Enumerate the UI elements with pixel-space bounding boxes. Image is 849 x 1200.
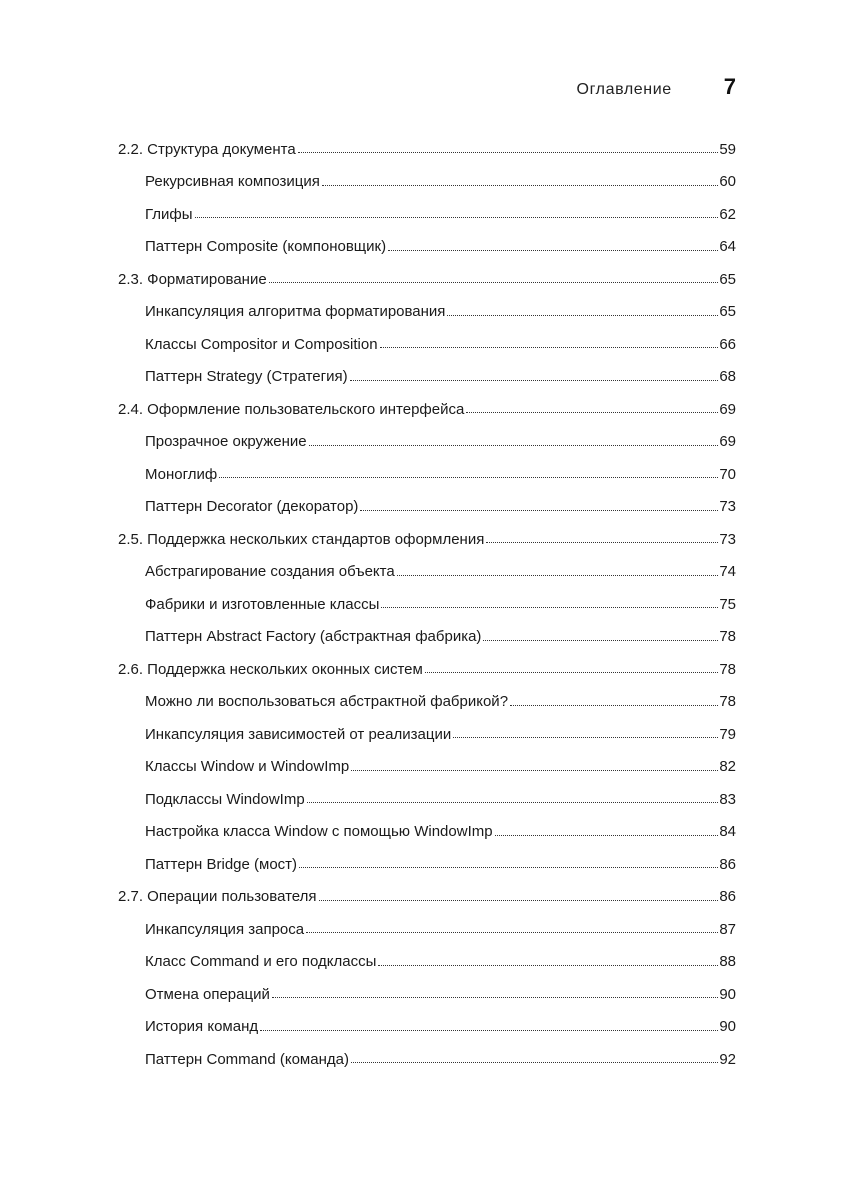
toc-dot-leader xyxy=(306,932,718,933)
toc-dot-leader xyxy=(378,965,718,966)
toc-entry-page: 78 xyxy=(719,660,736,678)
toc-entry-page: 78 xyxy=(719,693,736,711)
toc-dot-leader xyxy=(350,380,719,381)
toc-section-entry[interactable] xyxy=(118,881,736,914)
toc-entry-page: 75 xyxy=(719,595,736,613)
toc-entry-page: 73 xyxy=(719,530,736,548)
toc-entry-title: Паттерн Decorator (декоратор) xyxy=(145,498,359,516)
toc-entry-page: 70 xyxy=(719,465,736,483)
toc-entry-title: Настройка класса Window с помощью WindowImp xyxy=(145,823,493,841)
toc-dot-leader xyxy=(360,510,718,511)
toc-entry-title: Класс Command и его подклассы xyxy=(145,953,377,971)
toc-subsection-entry[interactable] xyxy=(118,946,736,979)
toc-subsection-entry[interactable] xyxy=(118,296,736,329)
toc-entry-title: 2.7. Операции пользователя xyxy=(118,888,317,906)
toc-subsection-entry[interactable] xyxy=(118,426,736,459)
toc-dot-leader xyxy=(260,1030,718,1031)
toc-entry-page: 92 xyxy=(719,1050,736,1068)
toc-entry-page: 74 xyxy=(719,563,736,581)
toc-section-entry[interactable] xyxy=(118,653,736,686)
toc-entry-title: Инкапсуляция алгоритма форматирования xyxy=(145,303,446,321)
toc-subsection-entry[interactable] xyxy=(118,848,736,881)
toc-entry-page: 79 xyxy=(719,725,736,743)
toc-dot-leader xyxy=(388,250,718,251)
running-head xyxy=(0,74,736,100)
toc-entry-title: 2.5. Поддержка нескольких стандартов оформления xyxy=(118,530,485,548)
toc-subsection-entry[interactable] xyxy=(118,686,736,719)
toc-entry-page: 65 xyxy=(719,270,736,288)
toc-subsection-entry[interactable] xyxy=(118,491,736,524)
toc-entry-title: Инкапсуляция зависимостей от реализации xyxy=(145,725,452,743)
toc-dot-leader xyxy=(351,1062,718,1063)
toc-entry-page: 90 xyxy=(719,1018,736,1036)
toc-dot-leader xyxy=(298,152,719,153)
toc-subsection-entry[interactable] xyxy=(118,231,736,264)
running-title: Оглавление xyxy=(576,81,672,98)
toc-section-entry[interactable] xyxy=(118,263,736,296)
toc-subsection-entry[interactable] xyxy=(118,1011,736,1044)
toc-entry-page: 86 xyxy=(719,888,736,906)
toc-entry-title: Рекурсивная композиция xyxy=(145,173,320,191)
toc-dot-leader xyxy=(322,185,718,186)
toc-entry-title: Паттерн Bridge (мост) xyxy=(145,855,298,873)
toc-dot-leader xyxy=(486,542,718,543)
toc-dot-leader xyxy=(381,607,718,608)
toc-entry-title: Паттерн Abstract Factory (абстрактная фабрика) xyxy=(145,628,482,646)
toc-entry-title: 2.4. Оформление пользовательского интерфейса xyxy=(118,400,465,418)
toc-entry-page: 59 xyxy=(719,140,736,158)
toc-section-entry[interactable] xyxy=(118,133,736,166)
toc-entry-title: Отмена операций xyxy=(145,985,270,1003)
toc-dot-leader xyxy=(351,770,718,771)
toc-dot-leader xyxy=(466,412,718,413)
toc-entry-page: 60 xyxy=(719,173,736,191)
toc-entry-title: Глифы xyxy=(145,205,193,223)
toc-entry-title: Паттерн Composite (компоновщик) xyxy=(145,238,387,256)
toc-entry-title: История команд xyxy=(145,1018,259,1036)
toc-dot-leader xyxy=(425,672,718,673)
toc-section-entry[interactable] xyxy=(118,393,736,426)
toc-dot-leader xyxy=(307,802,719,803)
toc-dot-leader xyxy=(272,997,718,998)
toc-section-entry[interactable] xyxy=(118,523,736,556)
toc-entry-page: 65 xyxy=(719,303,736,321)
toc-entry-page: 69 xyxy=(719,433,736,451)
toc-subsection-entry[interactable] xyxy=(118,588,736,621)
toc-dot-leader xyxy=(380,347,719,348)
toc-subsection-entry[interactable] xyxy=(118,361,736,394)
toc-subsection-entry[interactable] xyxy=(118,458,736,491)
toc-entry-title: 2.3. Форматирование xyxy=(118,270,267,288)
toc-dot-leader xyxy=(453,737,718,738)
toc-entry-page: 84 xyxy=(719,823,736,841)
toc-subsection-entry[interactable] xyxy=(118,751,736,784)
toc-dot-leader xyxy=(483,640,718,641)
toc-dot-leader xyxy=(219,477,718,478)
toc-entry-title: Можно ли воспользоваться абстрактной фабрикой? xyxy=(145,693,509,711)
toc-subsection-entry[interactable] xyxy=(118,198,736,231)
toc-entry-page: 88 xyxy=(719,953,736,971)
toc-entry-title: Классы Window и WindowImp xyxy=(145,758,350,776)
toc-subsection-entry[interactable] xyxy=(118,913,736,946)
toc-entry-title: Моноглиф xyxy=(145,465,218,483)
toc-subsection-entry[interactable] xyxy=(118,1043,736,1076)
toc-dot-leader xyxy=(319,900,719,901)
toc-subsection-entry[interactable] xyxy=(118,621,736,654)
toc-entry-title: Подклассы WindowImp xyxy=(145,790,305,808)
toc-entry-title: Абстрагирование создания объекта xyxy=(145,563,395,581)
toc-dot-leader xyxy=(195,217,719,218)
toc-subsection-entry[interactable] xyxy=(118,816,736,849)
toc-entry-page: 83 xyxy=(719,790,736,808)
toc-entry-page: 82 xyxy=(719,758,736,776)
toc-entry-title: Паттерн Command (команда) xyxy=(145,1050,349,1068)
toc-entry-title: Классы Compositor и Composition xyxy=(145,335,378,353)
page-number: 7 xyxy=(723,74,736,99)
toc-entry-title: Прозрачное окружение xyxy=(145,433,307,451)
toc-dot-leader xyxy=(299,867,718,868)
toc-entry-page: 73 xyxy=(719,498,736,516)
toc-entry-title: 2.2. Структура документа xyxy=(118,140,296,158)
toc-entry-title: Инкапсуляция запроса xyxy=(145,920,305,938)
toc-entry-page: 78 xyxy=(719,628,736,646)
toc-entry-page: 62 xyxy=(719,205,736,223)
toc-dot-leader xyxy=(447,315,718,316)
toc-entry-title: Паттерн Strategy (Стратегия) xyxy=(145,368,348,386)
toc-dot-leader xyxy=(309,445,719,446)
toc-entry-page: 87 xyxy=(719,920,736,938)
toc-entry-page: 68 xyxy=(719,368,736,386)
toc-subsection-entry[interactable] xyxy=(118,328,736,361)
toc-dot-leader xyxy=(269,282,719,283)
toc-entry-title: 2.6. Поддержка нескольких оконных систем xyxy=(118,660,423,678)
toc-subsection-entry[interactable] xyxy=(118,783,736,816)
toc-subsection-entry[interactable] xyxy=(118,978,736,1011)
table-of-contents xyxy=(118,133,736,1076)
toc-entry-page: 66 xyxy=(719,335,736,353)
toc-dot-leader xyxy=(495,835,719,836)
toc-subsection-entry[interactable] xyxy=(118,166,736,199)
toc-entry-title: Фабрики и изготовленные классы xyxy=(145,595,380,613)
toc-entry-page: 69 xyxy=(719,400,736,418)
toc-subsection-entry[interactable] xyxy=(118,718,736,751)
toc-subsection-entry[interactable] xyxy=(118,556,736,589)
toc-entry-page: 90 xyxy=(719,985,736,1003)
toc-entry-page: 86 xyxy=(719,855,736,873)
toc-dot-leader xyxy=(510,705,718,706)
toc-entry-page: 64 xyxy=(719,238,736,256)
toc-dot-leader xyxy=(397,575,719,576)
